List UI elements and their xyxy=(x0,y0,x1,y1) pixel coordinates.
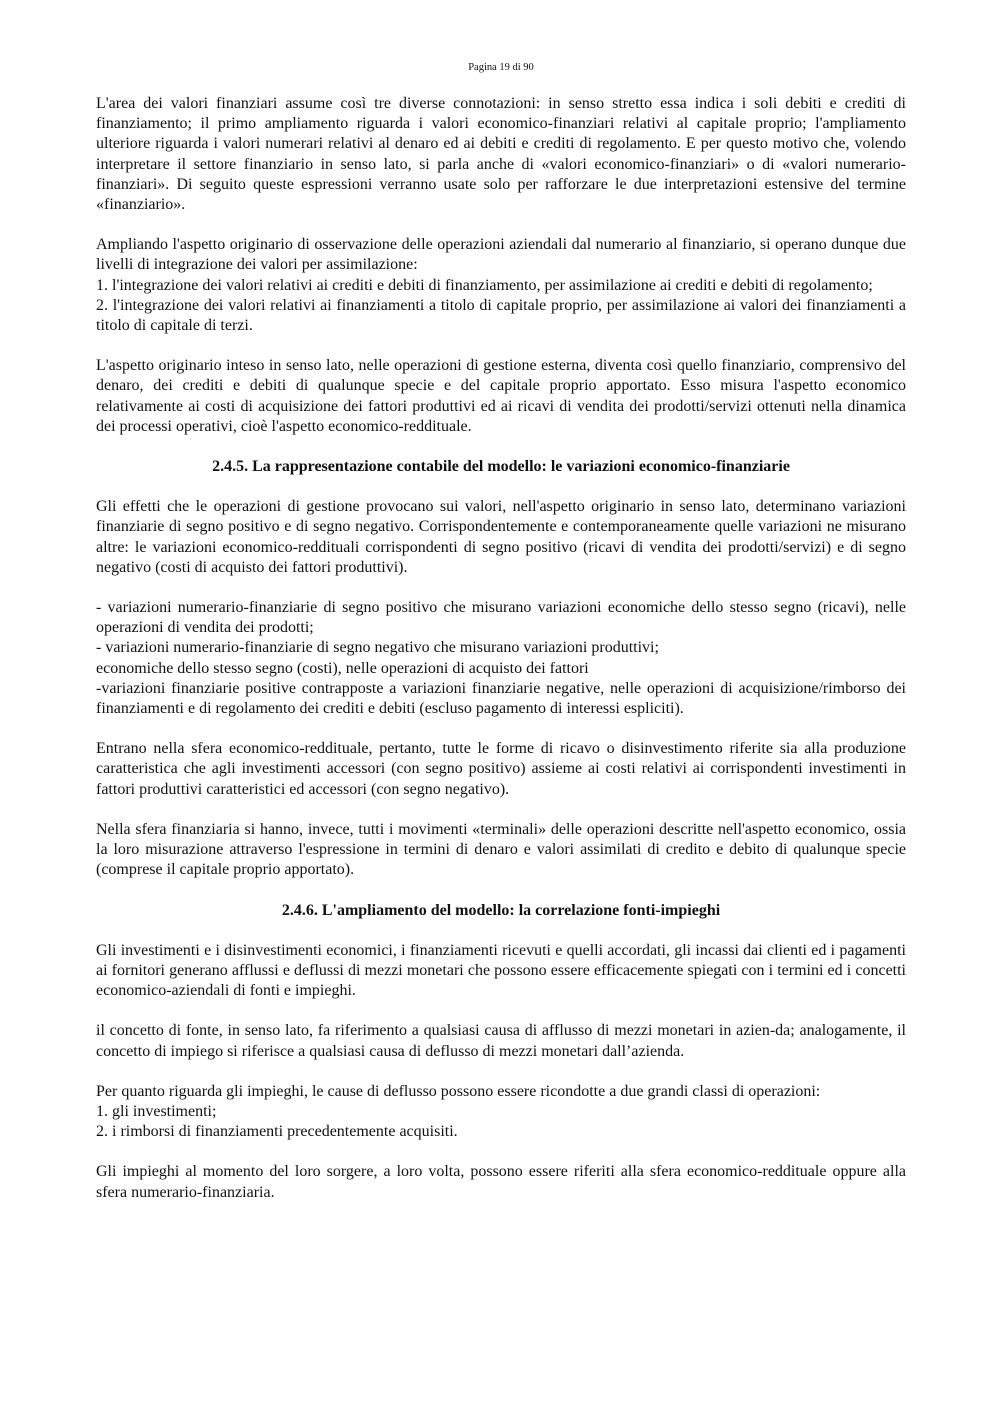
paragraph-text: Gli impieghi al momento del loro sorgere, a loro volta, possono essere riferiti alla sfera economico-reddituale oppure alla sfera numerario-finanziaria. xyxy=(96,1163,906,1201)
list-item: - variazioni numerario-finanziarie di segno positivo che misurano variazioni economiche dello stesso segno (ricavi), nelle operazioni di vendita dei prodotti; xyxy=(96,599,906,637)
paragraph-original-aspect xyxy=(96,356,906,437)
list-item: -variazioni finanziarie positive contrapposte a variazioni finanziarie negative, nelle operazioni di acquisizione/rimborso dei finanziamenti e di regolamento dei crediti e debiti (escluso pagamento di interessi espliciti). xyxy=(96,679,906,718)
paragraph-text: L'area dei valori finanziari assume così tre diverse connotazioni: in senso stretto essa indica i soli debiti e crediti di finanziamento; il primo ampliamento riguarda i valori economico-finanziari relativi al capitale proprio; l'ampliamento ulteriore riguarda i valori numerari relativi al denaro ed ai debiti e crediti di regolamento. E per questo motivo che, volendo interpretare il settore finanziario in senso lato, si parla anche di «valori economico-finanziari» o di «valori numerario-finanziari». Di seguito queste espressioni verranno usate solo per rafforzare le due interpretazioni estensive del termine «finanziario». xyxy=(96,95,906,214)
paragraph-management-effects xyxy=(96,497,906,578)
list-item: 2. l'integrazione dei valori relativi ai finanziamenti a titolo di capitale proprio, per assimilazione ai valori dei finanziamenti a titolo di capitale di terzi. xyxy=(96,296,906,335)
paragraph-text: Nella sfera finanziaria si hanno, invece, tutti i movimenti «terminali» delle operazioni descritte nell'aspetto economico, ossia la loro misurazione attraverso l'espressione in termini di denaro e valori assimilati di credito e debito di qualunque specie (comprese il capitale proprio apportato). xyxy=(96,820,906,879)
paragraph-investments xyxy=(96,941,906,1002)
paragraph-source-concept xyxy=(96,1021,906,1061)
paragraph-uses-origin xyxy=(96,1162,906,1202)
paragraph-text: Gli investimenti e i disinvestimenti economici, i finanziamenti ricevuti e quelli accordati, gli incassi dai clienti ed i pagamenti ai fornitori generano afflussi e deflussi di mezzi monetari che possono essere efficacemente spiegati con i termini ed i concetti economico-aziendali di fonti e impieghi. xyxy=(96,941,906,1000)
paragraph-text: Gli effetti che le operazioni di gestione provocano sui valori, nell'aspetto originario in senso lato, determinano variazioni finanziarie di segno positivo e di segno negativo. Corrispondentemente e contemporaneamente quelle variazioni ne misurano altre: le variazioni economico-reddituali corrispondenti di segno positivo (ricavi di vendita dei prodotti/servizi) e di segno negativo (costi di acquisto dei fattori produttivi). xyxy=(96,498,906,576)
paragraph-text: Ampliando l'aspetto originario di osservazione delle operazioni aziendali dal numerario al finanziario, si operano dunque due livelli di integrazione dei valori per assimilazione: xyxy=(96,236,906,274)
paragraph-economic-sphere xyxy=(96,739,906,800)
document-page xyxy=(96,0,906,1223)
paragraph-text: L'aspetto originario inteso in senso lato, nelle operazioni di gestione esterna, diventa così quello finanziario, comprensivo del denaro, dei crediti e debiti di qualunque specie e del capitale proprio apportato. Esso misura l'aspetto economico relativamente ai costi di acquisizione dei fattori produttivi ed ai ricavi di vendita dei prodotti/servizi ottenuti nella dinamica dei processi operativi, cioè l'aspetto economico-reddituale. xyxy=(96,357,906,435)
variations-list xyxy=(96,598,906,719)
paragraph-text: Entrano nella sfera economico-reddituale, pertanto, tutte le forme di ricavo o disinvestimento riferite sia alla produzione caratteristica che agli investimenti accessori (con segno positivo) assieme ai costi relativi ai corrispondenti investimenti in fattori produttivi caratteristici ed accessori (con segno negativo). xyxy=(96,740,906,798)
list-item: 1. gli investimenti; xyxy=(96,1102,217,1120)
section-heading-2-4-6: 2.4.6. L'ampliamento del modello: la correlazione fonti-impieghi xyxy=(281,901,721,919)
page-number-header: Pagina 19 di 90 xyxy=(468,62,534,73)
paragraph-integration-levels xyxy=(96,235,906,336)
section-heading-2-4-5: 2.4.5. La rappresentazione contabile del modello: le variazioni economico-finanziarie xyxy=(212,458,790,476)
list-item: 1. l'integrazione dei valori relativi ai crediti e debiti di finanziamento, per assimilazione ai crediti e debiti di regolamento; xyxy=(96,276,873,294)
list-item: - variazioni numerario-finanziarie di segno negativo che misurano variazioni produttivi; xyxy=(96,639,659,657)
paragraph-financial-values-area xyxy=(96,94,906,215)
list-item: 2. i rimborsi di finanziamenti precedentemente acquisiti. xyxy=(96,1123,458,1141)
paragraph-text: Per quanto riguarda gli impieghi, le cause di deflusso possono essere ricondotte a due grandi classi di operazioni: xyxy=(96,1082,821,1100)
list-item: economiche dello stesso segno (costi), nelle operazioni di acquisto dei fattori xyxy=(96,659,589,677)
paragraph-text: il concetto di fonte, in senso lato, fa riferimento a qualsiasi causa di afflusso di mezzi monetari in azien-da; analogamente, il concetto di impiego si riferisce a qualsiasi causa di deflusso di mezzi monetari dall’azienda. xyxy=(96,1022,906,1060)
paragraph-financial-sphere xyxy=(96,820,906,881)
paragraph-uses xyxy=(96,1082,906,1143)
